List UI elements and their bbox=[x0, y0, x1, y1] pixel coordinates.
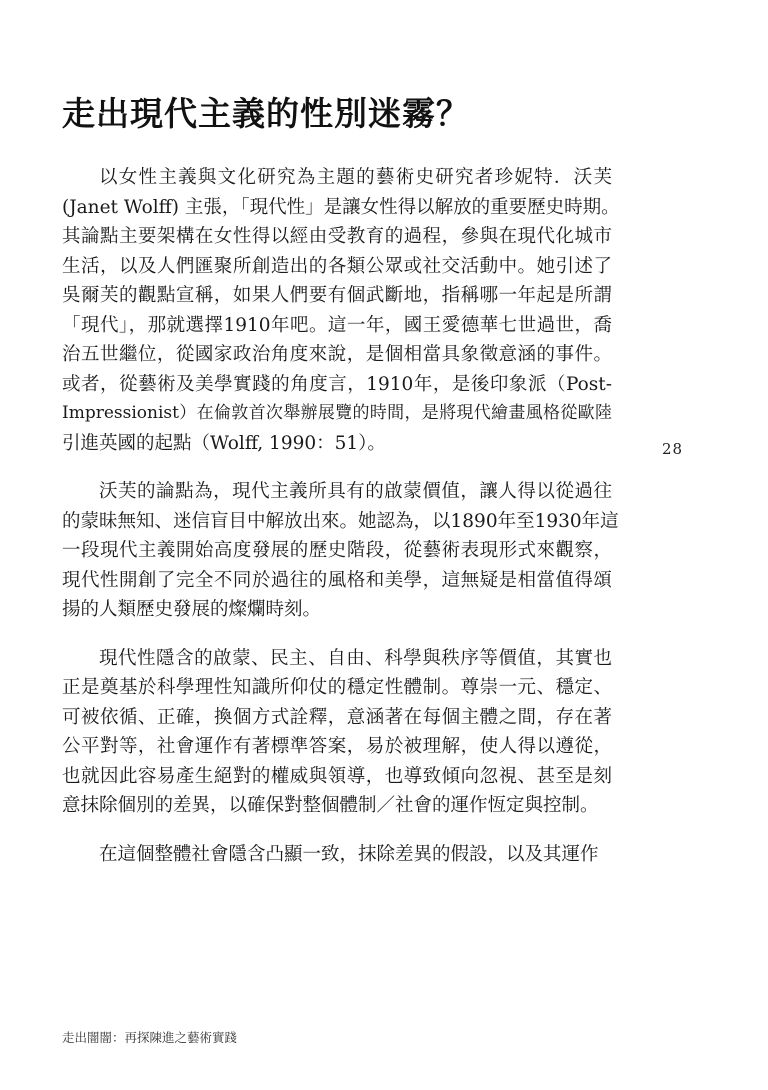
text-line: 以女性主義與文化研究為主題的藝術史研究者珍妮特．沃芙 bbox=[99, 167, 612, 188]
text-line: 生活，以及人們匯聚所創造出的各類公眾或社交活動中。她引述了 bbox=[62, 255, 612, 277]
paragraph bbox=[62, 644, 612, 821]
text-line: 沃芙的論點為，現代主義所具有的啟蒙價值，讓人得以從過往 bbox=[99, 481, 612, 502]
page-title: 走出現代主義的性別迷霧？ bbox=[62, 94, 470, 133]
body-text bbox=[62, 163, 620, 888]
text-line: 引進英國的起點（Wolff, 1990：51）。 bbox=[62, 432, 386, 454]
text-line: 的蒙昧無知、迷信盲目中解放出來。她認為，以1890年至1930年這 bbox=[62, 510, 619, 532]
text-line: 或者，從藝術及美學實踐的角度言，1910年，是後印象派（Post- bbox=[62, 373, 612, 395]
text-line: 其論點主要架構在女性得以經由受教育的過程，參與在現代化城市 bbox=[62, 226, 612, 247]
text-line: 現代性隱含的啟蒙、民主、自由、科學與秩序等價值，其實也 bbox=[99, 647, 612, 669]
text-line: 一段現代主義開始高度發展的歷史階段，從藝術表現形式來觀察， bbox=[62, 540, 612, 561]
text-line: 也就因此容易產生絕對的權威與領導，也導致傾向忽視、甚至是刻 bbox=[62, 765, 612, 787]
text-line: (Janet Wolff) 主張，「現代性」是讓女性得以解放的重要歷史時期。 bbox=[62, 196, 620, 218]
text-line: 「現代」，那就選擇1910年吧。這一年，國王愛德華七世過世，喬 bbox=[62, 314, 612, 336]
text-line: 公平對等，社會運作有著標準答案，易於被理解，使人得以遵從， bbox=[62, 736, 612, 757]
text-line: 可被依循、正確，換個方式詮釋，意涵著在每個主體之間，存在著 bbox=[62, 706, 612, 728]
text-line: 吳爾芙的觀點宣稱，如果人們要有個武斷地，指稱哪一年起是所謂 bbox=[62, 285, 612, 306]
text-line: 意抹除個別的差異，以確保對整個體制／社會的運作恆定與控制。 bbox=[62, 795, 599, 816]
text-line: 在這個整體社會隱含凸顯一致，抹除差異的假設，以及其運作 bbox=[99, 843, 599, 865]
text-line: Impressionist）在倫敦首次舉辦展覽的時間，是將現代繪畫風格從歐陸 bbox=[62, 403, 612, 423]
paragraph bbox=[62, 477, 619, 625]
text-line: 現代性開創了完全不同於過往的風格和美學，這無疑是相當值得頌 bbox=[62, 569, 612, 591]
text-line: 正是奠基於科學理性知識所仰仗的穩定性體制。尊崇一元、穩定、 bbox=[62, 677, 612, 698]
paragraph bbox=[62, 840, 612, 870]
page-number: 28 bbox=[662, 440, 684, 458]
text-line: 治五世繼位，從國家政治角度來說，是個相當具象徵意涵的事件。 bbox=[62, 344, 612, 365]
paragraph bbox=[62, 163, 620, 458]
running-footer: 走出闇闇：再探陳進之藝術實踐 bbox=[62, 1030, 238, 1045]
text-line: 揚的人類歷史發展的燦爛時刻。 bbox=[62, 599, 322, 620]
